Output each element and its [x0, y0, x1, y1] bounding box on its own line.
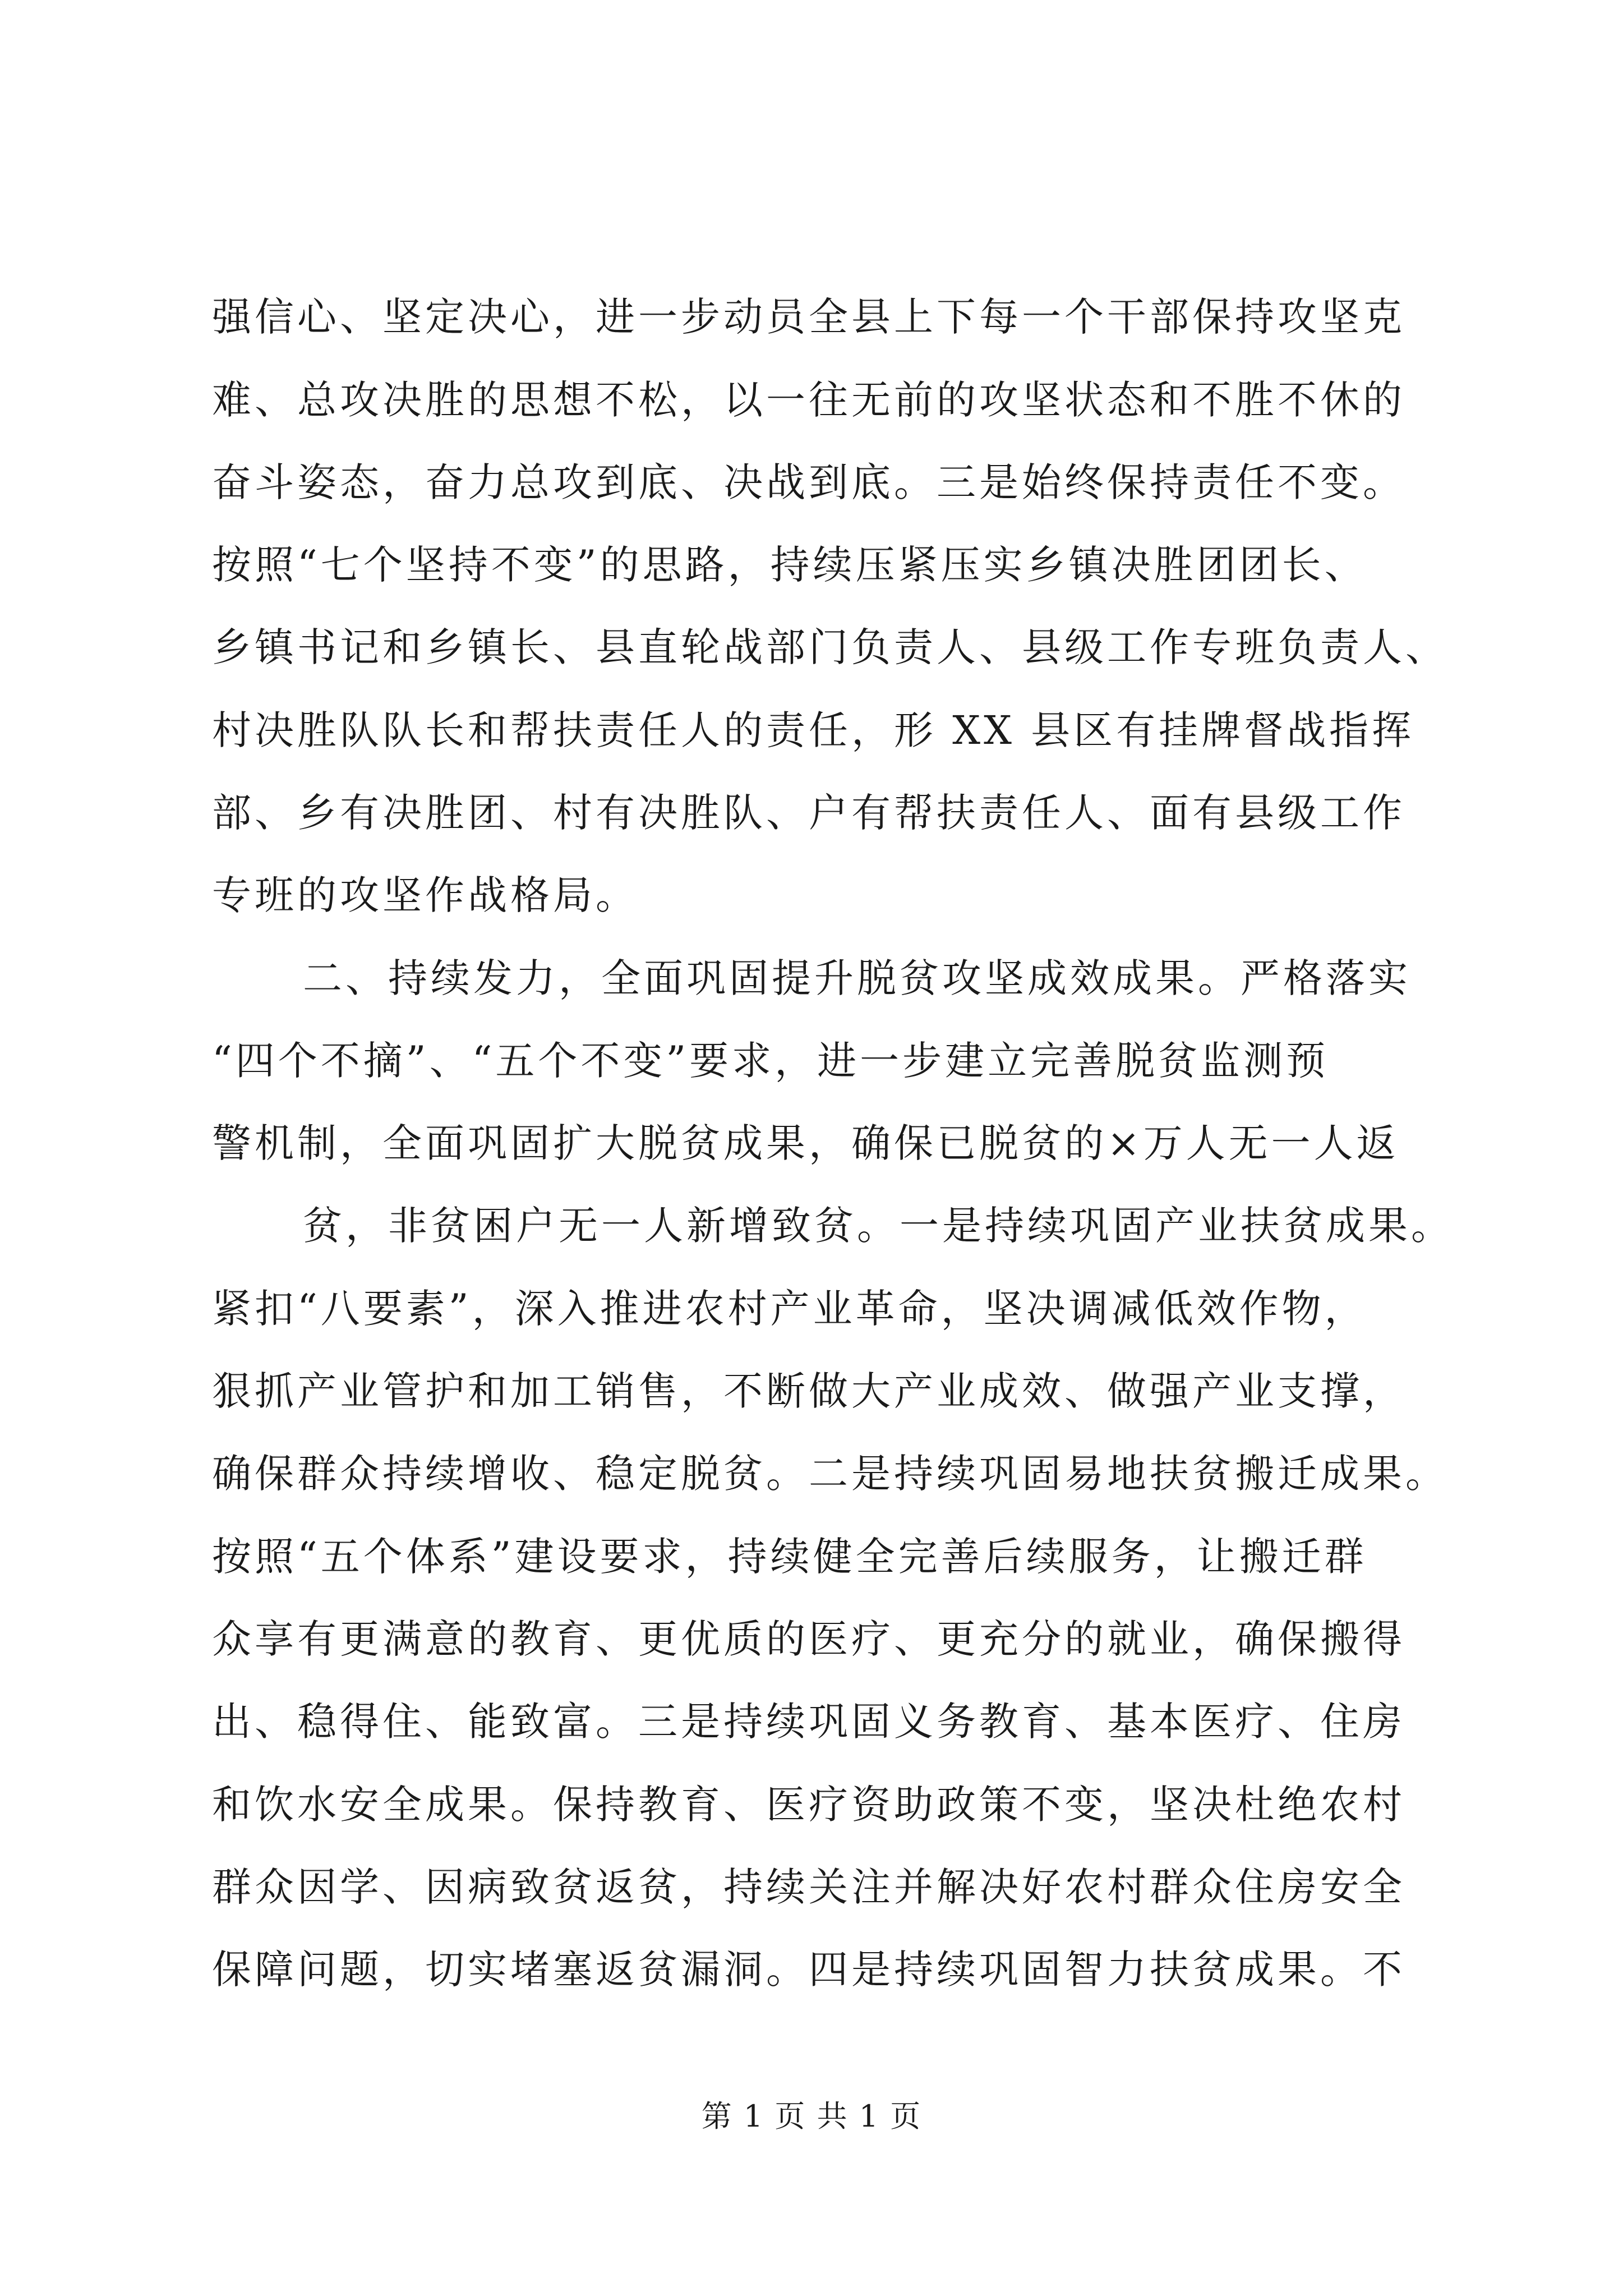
body-text-line: 警机制，全面巩固扩大脱贫成果，确保已脱贫的×万人无一人返: [212, 1120, 1399, 1166]
body-text-line: 确保群众持续增收、稳定脱贫。二是持续巩固易地扶贫搬迁成果。: [212, 1451, 1448, 1497]
body-text-line: 村决胜队队长和帮扶责任人的责任，形 XX 县区有挂牌督战指挥: [212, 707, 1415, 753]
body-text-line: 乡镇书记和乡镇长、县直轮战部门负责人、县级工作专班负责人、: [212, 624, 1448, 670]
body-text-line: 难、总攻决胜的思想不松，以一往无前的攻坚状态和不胜不休的: [212, 377, 1405, 423]
body-text-line: 群众因学、因病致贫返贫，持续关注并解决好农村群众住房安全: [212, 1864, 1405, 1910]
body-text-line: 狠抓产业管护和加工销售，不断做大产业成效、做强产业支撑，: [212, 1368, 1405, 1414]
body-text-line: 强信心、坚定决心，进一步动员全县上下每一个干部保持攻坚克: [212, 294, 1405, 340]
body-text-line: 奋斗姿态，奋力总攻到底、决战到底。三是始终保持责任不变。: [212, 459, 1405, 505]
body-text-line: “四个不摘”、“五个不变”要求，进一步建立完善脱贫监测预: [212, 1038, 1329, 1084]
body-text-line: 紧扣“八要素”，深入推进农村产业革命，坚决调减低效作物，: [212, 1286, 1367, 1332]
page-footer: 第 1 页 共 1 页: [701, 2099, 922, 2134]
body-text-line: 贫，非贫困户无一人新增致贫。一是持续巩固产业扶贫成果。: [303, 1203, 1454, 1249]
section-heading-line: 二、持续发力，全面巩固提升脱贫攻坚成效成果。严格落实: [303, 955, 1411, 1001]
body-text-line: 按照“七个坚持不变”的思路，持续压紧压实乡镇决胜团团长、: [212, 542, 1367, 588]
body-text-line: 众享有更满意的教育、更优质的医疗、更充分的就业，确保搬得: [212, 1616, 1405, 1662]
body-text-line: 保障问题，切实堵塞返贫漏洞。四是持续巩固智力扶贫成果。不: [212, 1947, 1405, 1993]
body-text-line: 出、稳得住、能致富。三是持续巩固义务教育、基本医疗、住房: [212, 1699, 1405, 1745]
body-text-line: 部、乡有决胜团、村有决胜队、户有帮扶责任人、面有县级工作: [212, 790, 1405, 836]
body-text-line: 和饮水安全成果。保持教育、医疗资助政策不变，坚决杜绝农村: [212, 1782, 1405, 1828]
body-text-line: 专班的攻坚作战格局。: [212, 872, 638, 918]
body-text-line: 按照“五个体系”建设要求，持续健全完善后续服务，让搬迁群: [212, 1534, 1367, 1580]
